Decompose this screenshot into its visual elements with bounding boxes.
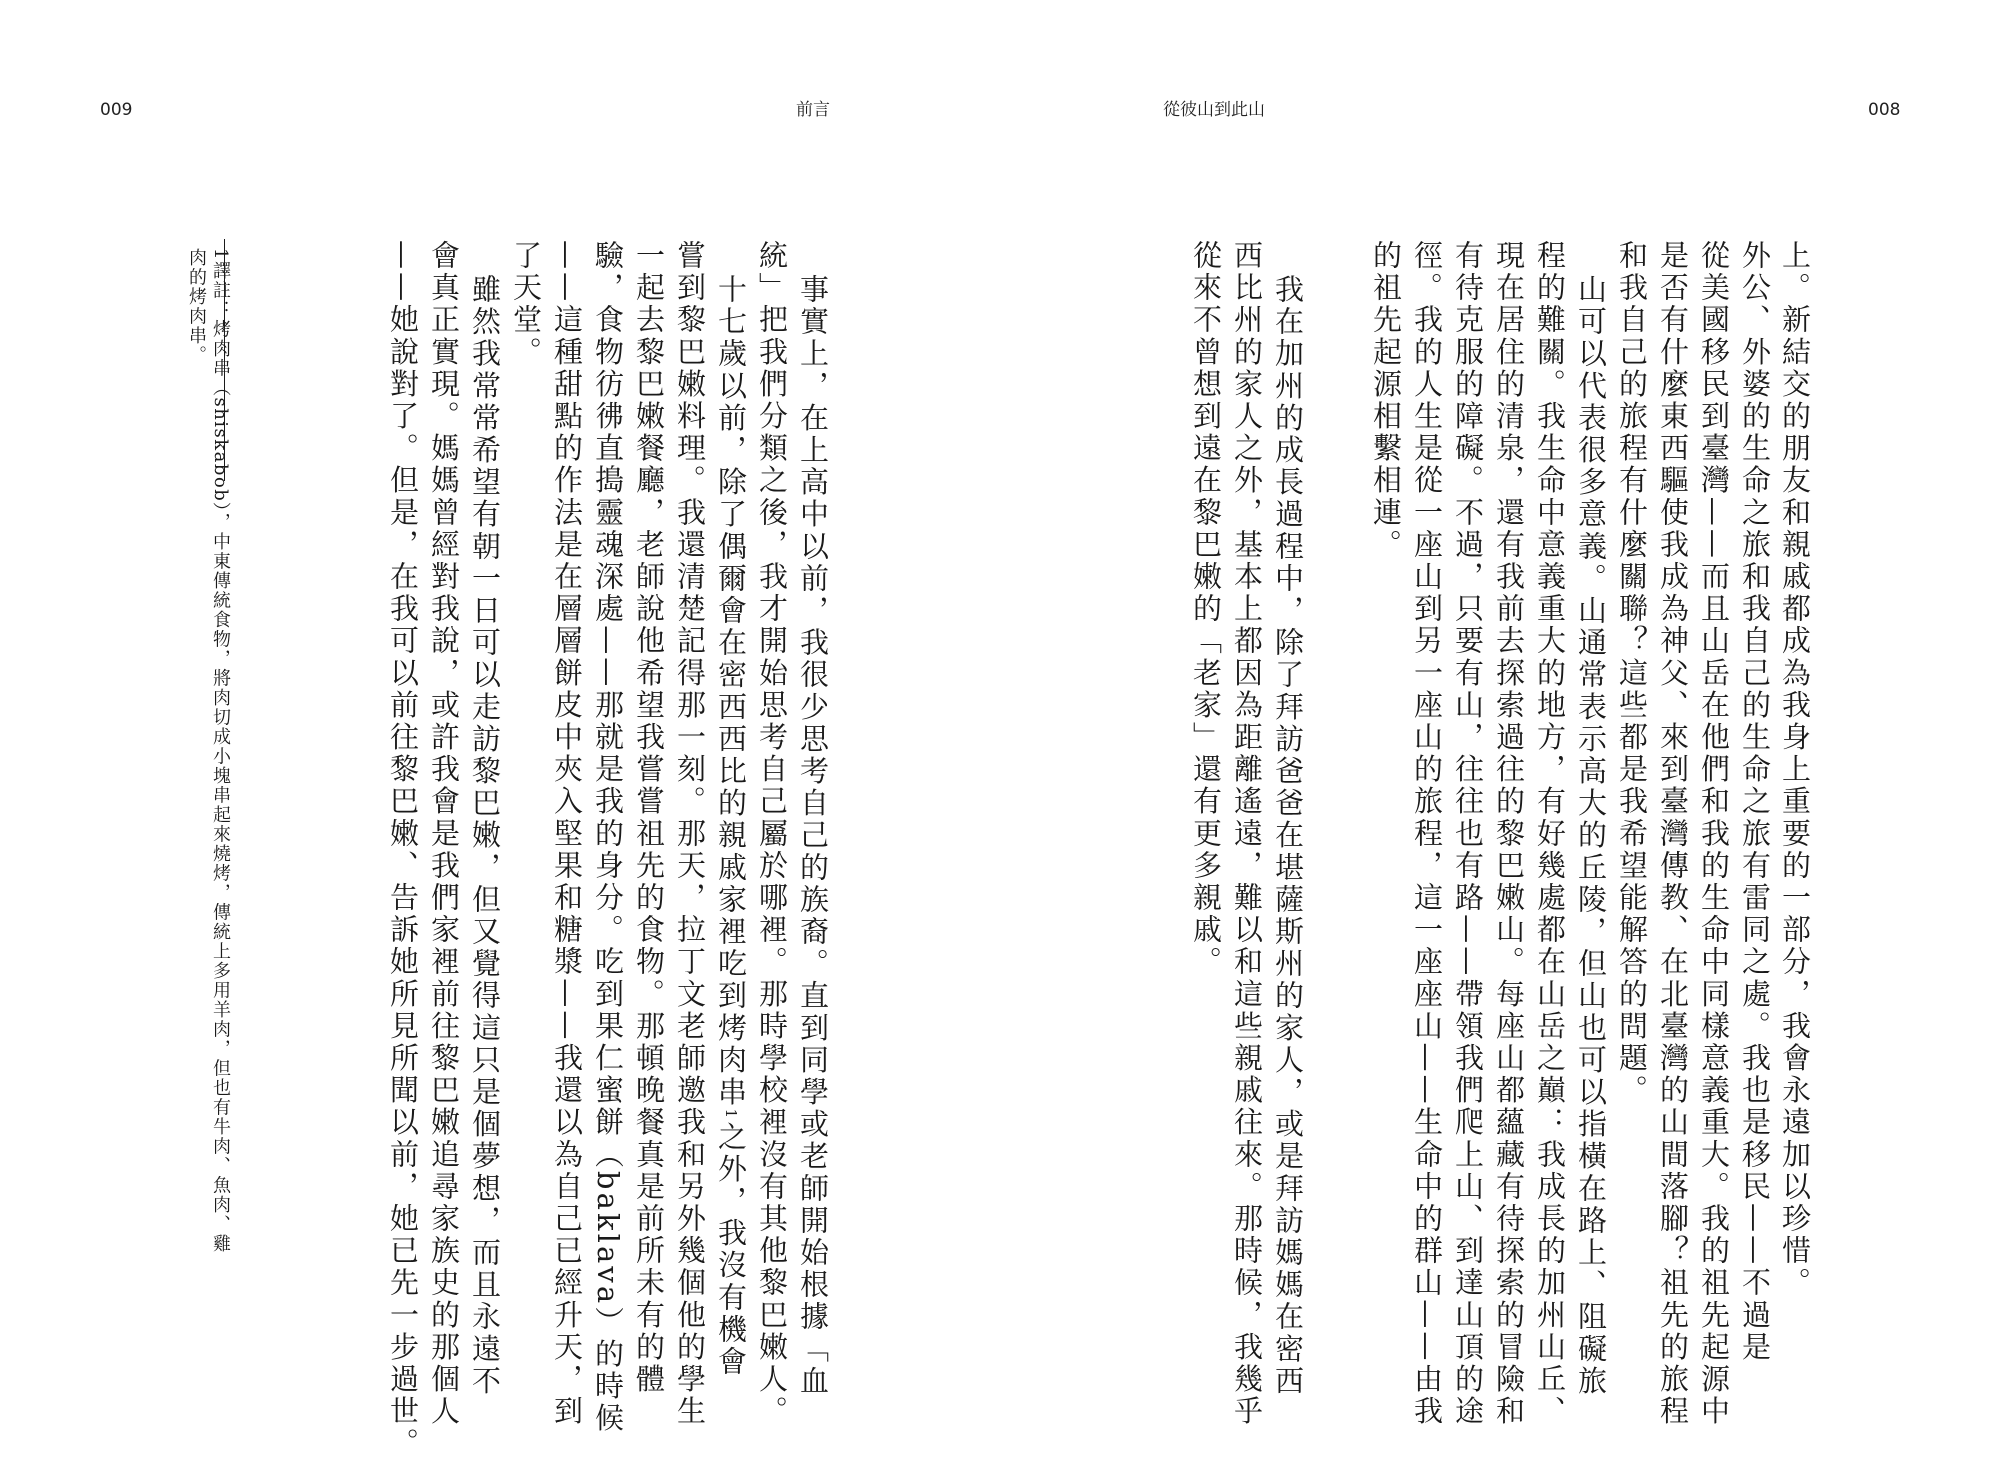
footnote-line: 肉的烤肉串。 (186, 248, 207, 365)
text-column: 一起去黎巴嫩餐廳，老師說他希望我嘗嘗祖先的食物。那頓晚餐真是前所未有的體 (632, 240, 666, 1396)
text-column: 從美國移民到臺灣——而且山岳在他們和我的生命中同樣意義重大。我的祖先起源中 (1697, 240, 1731, 1428)
text-column: 嘗到黎巴嫩料理。我還清楚記得那一刻。那天，拉丁文老師邀我和另外幾個他的學生 (673, 240, 707, 1428)
text-column: 西比州的家人之外，基本上都因為距離遙遠，難以和這些親戚往來。那時候，我幾乎 (1230, 240, 1264, 1428)
text-column: ——她說對了。但是，在我可以前往黎巴嫩、告訴她所見所聞以前，她已先一步過世。 (386, 240, 420, 1460)
text-column: 徑。我的人生是從一座山到另一座山的旅程，這一座座山——生命中的群山——由我 (1410, 240, 1444, 1428)
text-column: 的祖先起源相繫相連。 (1369, 240, 1403, 561)
text-column: 和我自己的旅程有什麼關聯？這些都是我希望能解答的問題。 (1615, 240, 1649, 1107)
page-number-left: 009 (100, 100, 133, 120)
text-column: 統」把我們分類之後，我才開始思考自己屬於哪裡。那時學校裡沒有其他黎巴嫩人。 (755, 240, 789, 1428)
running-title-left: 前言 (796, 100, 830, 120)
text-column: 山可以代表很多意義。山通常表示高大的丘陵，但山也可以指橫在路上、阻礙旅 (1574, 274, 1608, 1398)
footnote-line: 1譯註：烤肉串（shiskabob），中東傳統食物，將肉切成小塊串起來燒烤，傳統上多用羊肉，但也有牛肉、魚肉、雞 (210, 248, 231, 1254)
footnote-ref: 1 (722, 1108, 740, 1122)
text-column: ——這種甜點的作法是在層層餅皮中夾入堅果和糖漿——我還以為自己已經升天，到 (550, 240, 584, 1428)
text-column: 從來不曾想到遠在黎巴嫩的「老家」還有更多親戚。 (1189, 240, 1223, 979)
text-column: 有待克服的障礙。不過，只要有山，往往也有路——帶領我們爬上山、到達山頂的途 (1451, 240, 1485, 1428)
text-column: 了天堂。 (509, 240, 543, 369)
text-column: 上。新結交的朋友和親戚都成為我身上重要的一部分，我會永遠加以珍惜。 (1778, 240, 1812, 1300)
text-column: 會真正實現。媽媽曾經對我說，或許我會是我們家裡前往黎巴嫩追尋家族史的那個人 (427, 240, 461, 1428)
running-title-right: 從彼山到此山 (1163, 100, 1265, 120)
text-column: 雖然我常常希望有朝一日可以走訪黎巴嫩，但又覺得這只是個夢想，而且永遠不 (468, 274, 502, 1398)
text-column: 外公、外婆的生命之旅和我自己的生命之旅有雷同之處。我也是移民——不過是 (1738, 240, 1772, 1364)
text-column: 事實上，在上高中以前，我很少思考自己的族裔。直到同學或老師開始根據「血 (796, 274, 830, 1398)
page-number-right: 008 (1868, 100, 1901, 120)
text-column: 我在加州的成長過程中，除了拜訪爸爸在堪薩斯州的家人，或是拜訪媽媽在密西 (1271, 274, 1305, 1398)
text-column: 驗，食物彷彿直搗靈魂深處——那就是我的身分。吃到果仁蜜餅（baklava）的時候 (591, 240, 625, 1435)
text-column: 現在居住的清泉，還有我前去探索過往的黎巴嫩山。每座山都蘊藏有待探索的冒險和 (1492, 240, 1526, 1428)
text-column: 十七歲以前，除了偶爾會在密西西比的親戚家裡吃到烤肉串1之外，我沒有機會 (714, 274, 748, 1379)
text-column: 是否有什麼東西驅使我成為神父、來到臺灣傳教、在北臺灣的山間落腳？祖先的旅程 (1656, 240, 1690, 1428)
text-column: 程的難關。我生命中意義重大的地方，有好幾處都在山岳之巔：我成長的加州山丘、 (1533, 240, 1567, 1428)
